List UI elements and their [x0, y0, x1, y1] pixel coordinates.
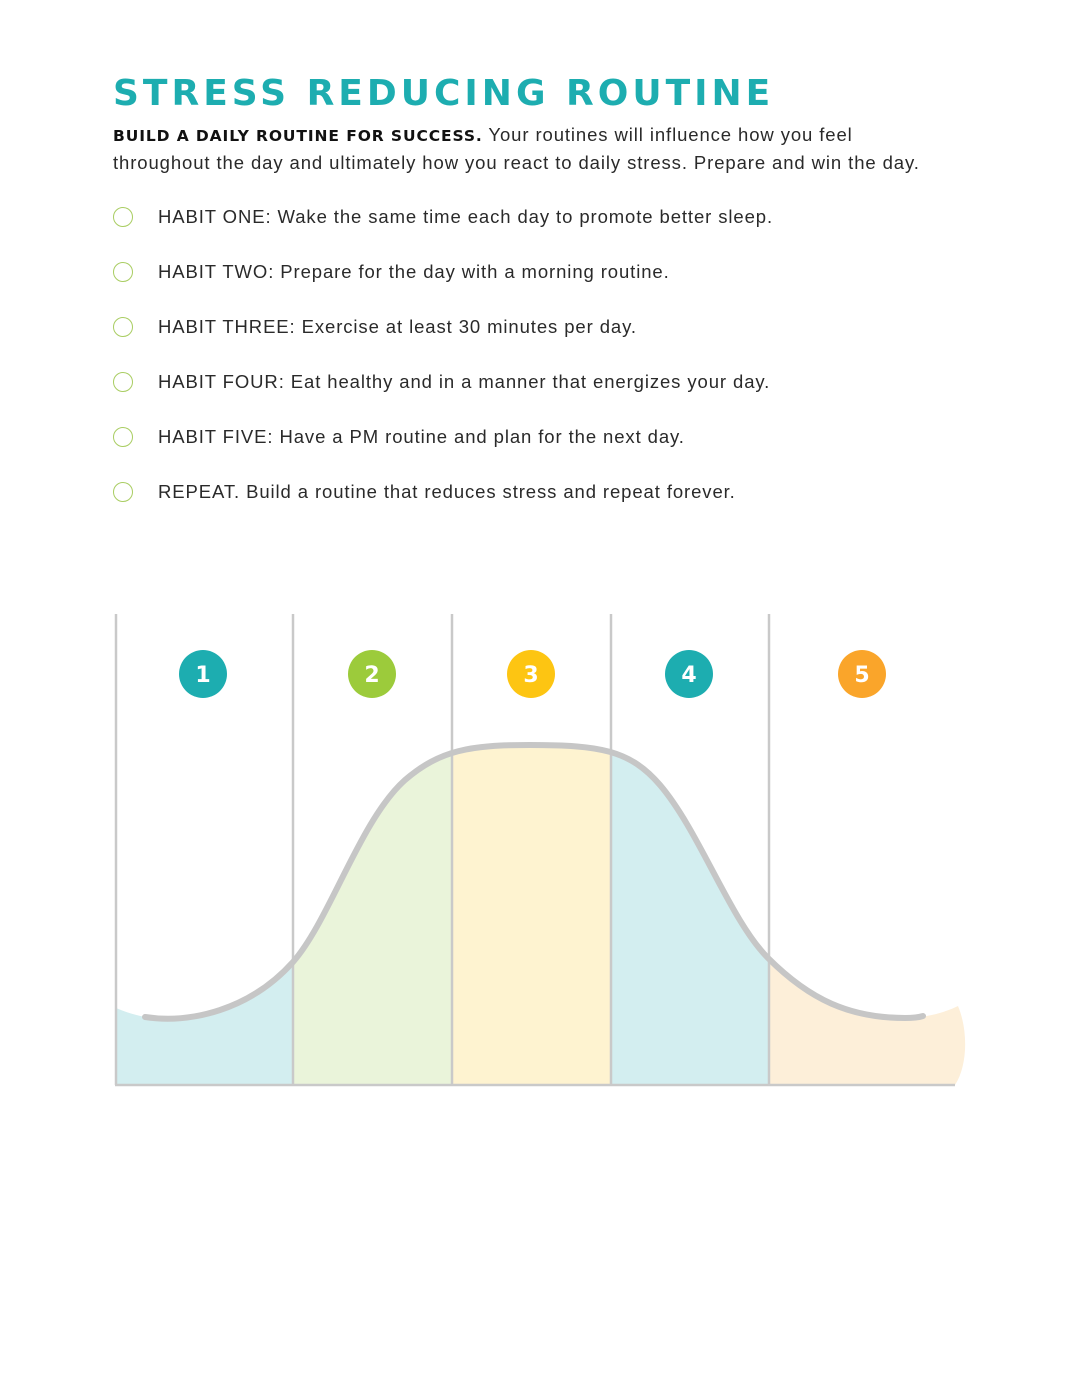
step-badges — [179, 650, 886, 698]
step-badge-4-label: 4 — [681, 663, 697, 688]
step-badge-1 — [179, 650, 227, 698]
page-title: STRESS REDUCING ROUTINE — [113, 73, 775, 114]
band-1-fill — [116, 700, 293, 1085]
intro-body: Your routines will influence how you feel throughout the day and ultimately how you react to daily stress. Prepare and win the day. — [113, 124, 920, 173]
step-badge-4 — [665, 650, 713, 698]
habit-five-text: HABIT FIVE: Have a PM routine and plan for the next day. — [158, 426, 685, 447]
habit-three-text: HABIT THREE: Exercise at least 30 minutes per day. — [158, 316, 637, 337]
band-2-fill — [293, 700, 452, 1085]
step-badge-5 — [838, 650, 886, 698]
step-badge-3 — [507, 650, 555, 698]
band-5-fill — [769, 700, 969, 1085]
habit-four-text: HABIT FOUR: Eat healthy and in a manner that energizes your day. — [158, 371, 771, 392]
habit-one-text: HABIT ONE: Wake the same time each day to promote better sleep. — [158, 206, 774, 227]
step-badge-1-label: 1 — [195, 663, 211, 688]
intro-lead: BUILD A DAILY ROUTINE FOR SUCCESS. — [113, 127, 483, 145]
band-4-fill — [611, 700, 769, 1085]
habit-two-text: HABIT TWO: Prepare for the day with a morning routine. — [158, 261, 670, 282]
step-badge-2-label: 2 — [364, 663, 380, 688]
step-badge-5-label: 5 — [854, 663, 870, 688]
repeat-text: REPEAT. Build a routine that reduces stress and repeat forever. — [158, 481, 736, 502]
band-3-fill — [452, 700, 611, 1085]
step-badge-3-label: 3 — [523, 663, 539, 688]
band-fills — [116, 700, 969, 1085]
step-badge-2 — [348, 650, 396, 698]
